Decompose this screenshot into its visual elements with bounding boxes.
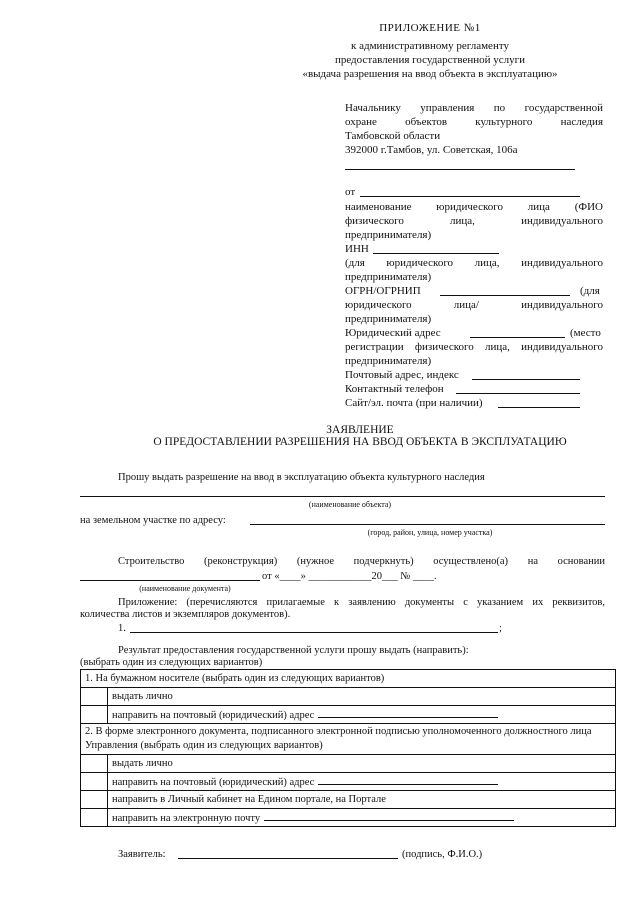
legal-address-label: Юридический адрес [345,327,441,339]
edoc-personal-option[interactable]: выдать лично [108,755,616,773]
result-text-line-2: (выбрать один из следующих вариантов) [80,657,263,668]
land-plot-label: на земельном участке по адресу: [80,515,226,526]
ogrn-label: ОГРН/ОГРНИП [345,285,421,297]
legal-note-line-2: предпринимателя) [345,355,432,367]
postal-address-blank-line[interactable] [472,379,580,380]
option-checkbox[interactable] [81,773,108,791]
ogrn-note-line-1: юридического лица/ индивидуального [345,299,603,311]
edoc-email-label: направить на электронную почту [112,813,261,824]
attachment-line-1: Приложение: (перечисляются прилагаемые к заявлению документы с указанием их реквизитов, [118,597,605,608]
appendix-title: ПРИЛОЖЕНИЕ №1 [379,22,481,34]
option-checkbox[interactable] [81,791,108,809]
land-plot-address-line[interactable] [250,524,605,525]
signature-caption: (подпись, Ф.И.О.) [402,849,483,860]
paper-personal-option[interactable]: выдать лично [108,688,616,706]
phone-blank-line[interactable] [456,393,580,394]
header-line-2: предоставления государственной услуги [334,54,526,66]
edoc-mail-option[interactable] [108,773,616,791]
edoc-email-option[interactable] [108,809,616,827]
edoc-header: 2. В форме электронного документа, подписанного электронной подписью уполномоченного должностного лица Управления (выбрать один из следующих вариантов) [81,724,616,755]
delivery-options-table [80,669,616,827]
statement-subtitle: О ПРЕДОСТАВЛЕНИИ РАЗРЕШЕНИЯ НА ВВОД ОБЪЕКТА В ЭКСПЛУАТАЦИЮ [153,436,567,448]
inn-note-line-2: предпринимателя) [345,271,432,283]
land-plot-address-caption: (город, район, улица, номер участка) [367,528,493,537]
option-row[interactable] [81,706,616,724]
inn-label: ИНН [345,243,369,255]
header-line-3: «выдача разрешения на ввод объекта в эксплуатацию» [302,68,558,80]
applicant-label: Заявитель: [118,849,166,860]
edoc-header-row [81,724,616,755]
edoc-portal-option[interactable]: направить в Личный кабинет на Едином портале, на Портале [108,791,616,809]
ogrn-for-label: (для [580,285,600,297]
name-note-line-1: наименование юридического лица (ФИО [345,201,603,213]
option-row[interactable] [81,755,616,773]
document-name-caption: (наименование документа) [139,584,231,593]
header-line-1: к административному регламенту [351,40,509,52]
name-note-line-2: физического лица, индивидуального [345,215,603,227]
option-checkbox[interactable] [81,755,108,773]
applicant-signature-line[interactable] [178,858,398,859]
edoc-email-blank-line[interactable] [264,811,514,821]
legal-address-blank-line[interactable] [470,337,565,338]
paper-mail-option[interactable] [108,706,616,724]
addressee-line-4: 392000 г.Тамбов, ул. Советская, 106а [345,144,518,156]
inn-blank-line[interactable] [373,253,499,254]
legal-address-note: (место [570,327,601,339]
request-text: Прошу выдать разрешение на ввод в эксплуатацию объекта культурного наследия [118,472,485,483]
attachment-line-2: количества листов и экземпляров документов). [80,609,291,620]
paper-mail-blank-line[interactable] [318,708,498,718]
option-row[interactable] [81,791,616,809]
option-row[interactable] [81,809,616,827]
from-blank-line[interactable] [360,196,580,197]
option-row[interactable] [81,688,616,706]
edoc-mail-label: направить на почтовый (юридический) адрес [112,777,315,788]
name-note-line-3: предпринимателя) [345,229,432,241]
option-row[interactable] [81,773,616,791]
site-blank-line[interactable] [498,407,580,408]
option-checkbox[interactable] [81,688,108,706]
legal-note-line-1: регистрации физического лица, индивидуального [345,341,603,353]
ogrn-note-line-2: предпринимателя) [345,313,432,325]
result-text-line-1: Результат предоставления государственной услуги прошу выдать (направить): [118,645,469,656]
from-label: от [345,186,356,198]
inn-note-line-1: (для юридического лица, индивидуального [345,257,603,269]
option-checkbox[interactable] [81,809,108,827]
paper-header-row [81,670,616,688]
ogrn-blank-line[interactable] [440,295,570,296]
paper-mail-label: направить на почтовый (юридический) адрес [112,710,315,721]
option-checkbox[interactable] [81,706,108,724]
attachment-item-number: 1. [118,623,126,634]
paper-header: 1. На бумажном носителе (выбрать один из следующих вариантов) [81,670,616,688]
edoc-mail-blank-line[interactable] [318,775,498,785]
document-name-line[interactable] [80,580,260,581]
attachment-item-end: ; [499,623,502,634]
construction-text: Строительство (реконструкция) (нужное подчеркнуть) осуществлено(а) на основании [118,556,605,567]
phone-label: Контактный телефон [345,383,444,395]
document-from-date: от «____» ____________20___ № ____. [262,571,437,582]
addressee-line-3: Тамбовской области [345,130,441,142]
attachment-item-line[interactable] [130,632,498,633]
site-label: Сайт/эл. почта (при наличии) [345,397,483,409]
postal-address-label: Почтовый адрес, индекс [345,369,459,381]
object-name-line[interactable] [80,496,605,497]
statement-title: ЗАЯВЛЕНИЕ [326,424,394,436]
object-name-caption: (наименование объекта) [308,500,392,509]
addressee-line-1: Начальнику управления по государственной [345,102,603,114]
addressee-blank-line[interactable] [345,169,575,170]
addressee-line-2: охране объектов культурного наследия [345,116,603,128]
